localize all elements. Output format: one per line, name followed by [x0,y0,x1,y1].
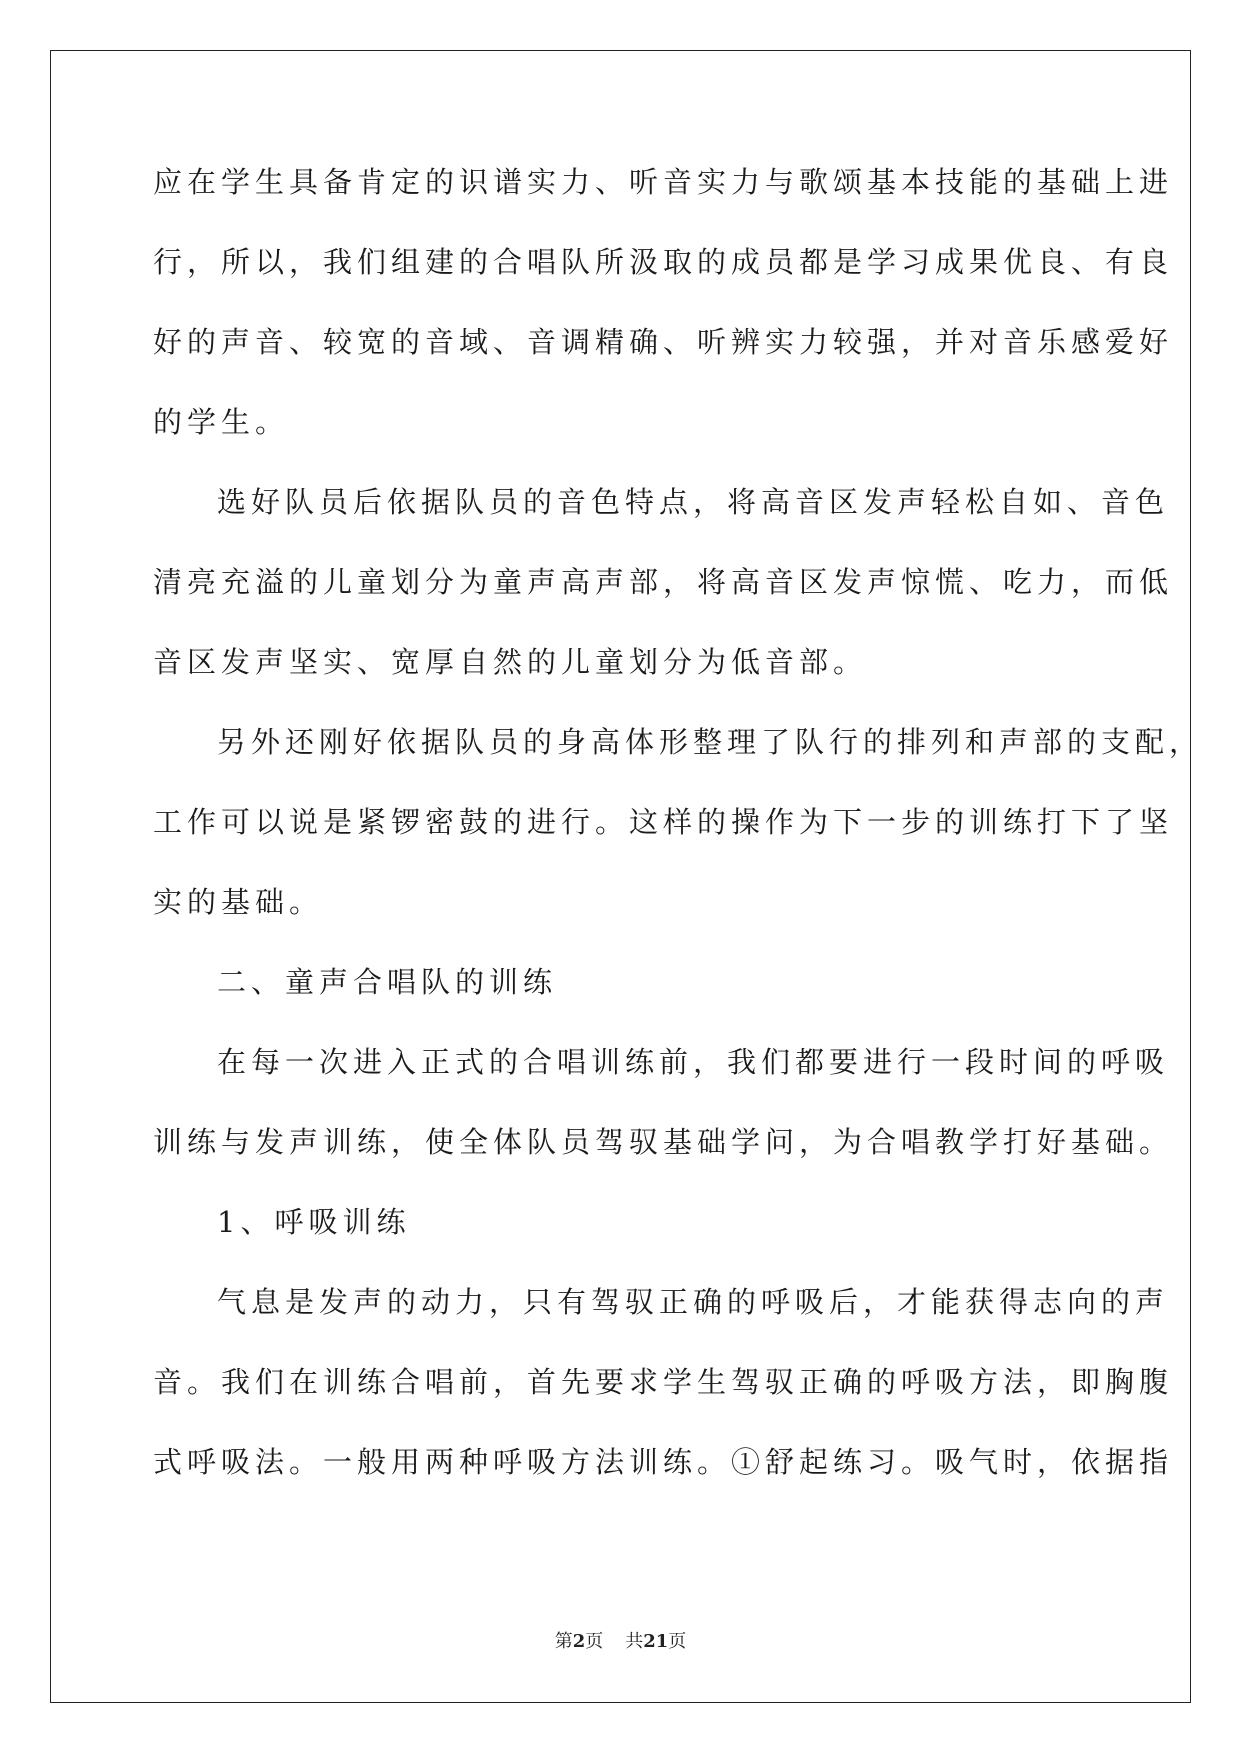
text-line: 另外还刚好依据队员的身高体形整理了队行的排列和声部的支配， [217,725,1204,759]
text-line: 行，所以，我们组建的合唱队所汲取的成员都是学习成果优良、有良 [153,245,1174,279]
text-line: 好的声音、较宽的音域、音调精确、听辨实力较强，并对音乐感爱好 [153,325,1174,359]
text-line: 音。我们在训练合唱前，首先要求学生驾驭正确的呼吸方法，即胸腹 [153,1365,1174,1399]
text-line: 气息是发声的动力，只有驾驭正确的呼吸后，才能获得志向的声 [217,1285,1170,1319]
footer-prefix: 第 [554,1631,573,1652]
text-line: 工作可以说是紧锣密鼓的进行。这样的操作为下一步的训练打下了坚 [153,805,1174,839]
subsection-heading: 1、呼吸训练 [217,1205,411,1239]
footer-total-prefix: 共 [625,1631,644,1652]
page-footer [0,1627,1241,1653]
footer-total-suffix: 页 [668,1631,687,1652]
text-line: 的学生。 [153,405,290,439]
text-line: 音区发声坚实、宽厚自然的儿童划分为低音部。 [153,645,868,679]
text-line: 清亮充溢的儿童划分为童声高声部，将高音区发声惊慌、吃力，而低 [153,565,1174,599]
total-page-count: 21 [643,1631,669,1652]
text-line: 实的基础。 [153,885,324,919]
section-heading: 二、童声合唱队的训练 [217,965,558,999]
current-page-number: 2 [572,1631,586,1652]
document-body [153,158,1204,1518]
text-line: 训练与发声训练，使全体队员驾驭基础学问，为合唱教学打好基础。 [153,1125,1174,1159]
text-line: 在每一次进入正式的合唱训练前，我们都要进行一段时间的呼吸 [217,1045,1170,1079]
text-line: 应在学生具备肯定的识谱实力、听音实力与歌颂基本技能的基础上进 [153,165,1174,199]
footer-page-suffix: 页 [585,1631,604,1652]
text-line: 选好队员后依据队员的音色特点，将高音区发声轻松自如、音色 [217,485,1170,519]
text-line: 式呼吸法。一般用两种呼吸方法训练。①舒起练习。吸气时，依据指 [153,1445,1174,1479]
